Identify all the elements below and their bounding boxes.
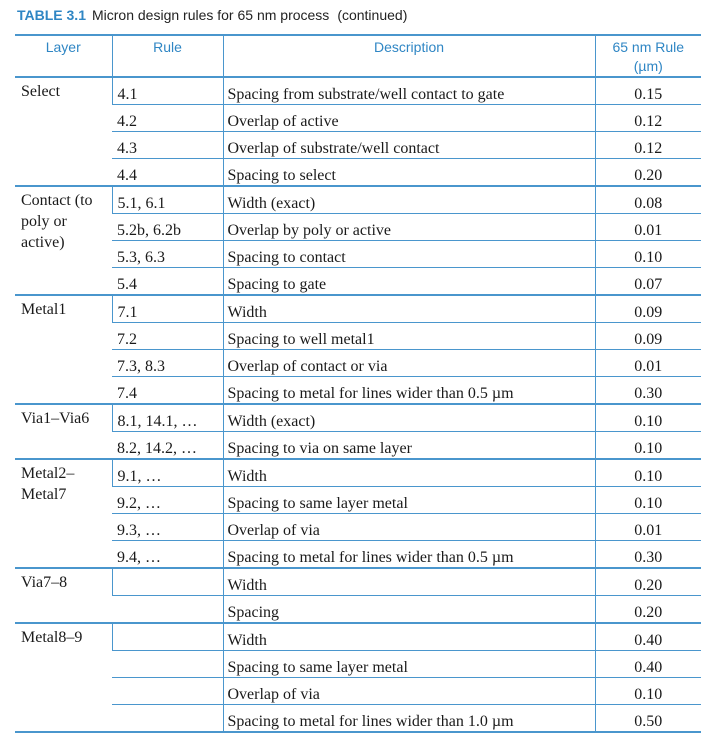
table-row <box>15 705 701 733</box>
value-cell: 0.20 <box>595 159 701 187</box>
rule-cell <box>112 623 223 651</box>
continued-label: (continued) <box>337 7 408 23</box>
description-cell: Spacing to select <box>223 159 595 187</box>
description-cell: Spacing to contact <box>223 241 595 268</box>
table-row <box>15 268 701 296</box>
rule-cell: 8.2, 14.2, … <box>112 432 223 460</box>
rule-cell: 7.1 <box>112 295 223 323</box>
description-cell: Spacing to via on same layer <box>223 432 595 460</box>
table-header <box>15 35 701 77</box>
table-row <box>15 350 701 377</box>
value-cell: 0.07 <box>595 268 701 296</box>
value-cell: 0.10 <box>595 432 701 460</box>
description-cell: Spacing to same layer metal <box>223 487 595 514</box>
value-cell: 0.08 <box>595 186 701 214</box>
table-row <box>15 541 701 569</box>
rule-cell: 9.2, … <box>112 487 223 514</box>
rule-cell: 7.4 <box>112 377 223 405</box>
rule-cell <box>112 678 223 705</box>
description-cell: Width (exact) <box>223 186 595 214</box>
description-cell: Overlap by poly or active <box>223 214 595 241</box>
table-row <box>15 77 701 105</box>
rule-cell: 4.3 <box>112 132 223 159</box>
table-row <box>15 623 701 651</box>
value-cell: 0.12 <box>595 132 701 159</box>
table-row <box>15 377 701 405</box>
table-caption <box>17 7 407 27</box>
rule-cell: 4.1 <box>112 77 223 105</box>
rule-cell: 9.1, … <box>112 459 223 487</box>
description-cell: Width <box>223 623 595 651</box>
value-cell: 0.10 <box>595 241 701 268</box>
value-cell: 0.30 <box>595 541 701 569</box>
rule-cell: 7.2 <box>112 323 223 350</box>
value-cell: 0.20 <box>595 568 701 596</box>
table-row <box>15 323 701 350</box>
value-cell: 0.20 <box>595 596 701 624</box>
rule-cell <box>112 705 223 733</box>
value-cell: 0.01 <box>595 514 701 541</box>
value-cell: 0.50 <box>595 705 701 733</box>
value-cell: 0.01 <box>595 214 701 241</box>
rule-cell: 8.1, 14.1, … <box>112 404 223 432</box>
description-cell: Spacing to metal for lines wider than 1.0 µm <box>223 705 595 733</box>
description-cell: Width <box>223 568 595 596</box>
table-row <box>15 568 701 596</box>
table-row <box>15 186 701 214</box>
layer-cell: Metal2– Metal7 <box>15 459 112 568</box>
table-row <box>15 295 701 323</box>
table-body <box>15 77 701 732</box>
header-row <box>15 35 701 77</box>
rule-cell: 5.4 <box>112 268 223 296</box>
rule-cell: 7.3, 8.3 <box>112 350 223 377</box>
value-cell: 0.09 <box>595 323 701 350</box>
table-row <box>15 241 701 268</box>
description-cell: Width (exact) <box>223 404 595 432</box>
header-description: Description <box>223 35 595 77</box>
rule-cell <box>112 596 223 624</box>
table-number: TABLE 3.1 <box>17 7 86 23</box>
description-cell: Spacing <box>223 596 595 624</box>
value-cell: 0.40 <box>595 651 701 678</box>
rule-cell: 5.1, 6.1 <box>112 186 223 214</box>
header-layer: Layer <box>15 35 112 77</box>
table-title: Micron design rules for 65 nm process <box>91 7 330 23</box>
header-value-line1: 65 nm Rule <box>612 39 685 55</box>
header-rule: Rule <box>112 35 223 77</box>
description-cell: Overlap of contact or via <box>223 350 595 377</box>
description-cell: Width <box>223 295 595 323</box>
table-row <box>15 159 701 187</box>
value-cell: 0.10 <box>595 487 701 514</box>
table-row <box>15 678 701 705</box>
description-cell: Spacing to metal for lines wider than 0.5 µm <box>223 541 595 569</box>
description-cell: Overlap of via <box>223 514 595 541</box>
description-cell: Spacing to well metal1 <box>223 323 595 350</box>
table-row <box>15 105 701 132</box>
table-row <box>15 459 701 487</box>
value-cell: 0.01 <box>595 350 701 377</box>
description-cell: Spacing to metal for lines wider than 0.5 µm <box>223 377 595 405</box>
description-cell: Spacing to gate <box>223 268 595 296</box>
value-cell: 0.10 <box>595 459 701 487</box>
description-cell: Spacing to same layer metal <box>223 651 595 678</box>
layer-cell: Contact (to poly or active) <box>15 186 112 295</box>
value-cell: 0.10 <box>595 404 701 432</box>
table-row <box>15 514 701 541</box>
layer-cell: Metal1 <box>15 295 112 404</box>
rule-cell: 9.4, … <box>112 541 223 569</box>
value-cell: 0.10 <box>595 678 701 705</box>
table-row <box>15 132 701 159</box>
layer-cell: Metal8–9 <box>15 623 112 732</box>
table-row <box>15 596 701 624</box>
description-cell: Overlap of substrate/well contact <box>223 132 595 159</box>
table-row <box>15 651 701 678</box>
table-row <box>15 214 701 241</box>
layer-cell: Via7–8 <box>15 568 112 623</box>
rule-cell: 4.4 <box>112 159 223 187</box>
description-cell: Overlap of via <box>223 678 595 705</box>
description-cell: Width <box>223 459 595 487</box>
layer-cell: Via1–Via6 <box>15 404 112 459</box>
rule-cell <box>112 651 223 678</box>
header-value <box>595 35 701 77</box>
value-cell: 0.09 <box>595 295 701 323</box>
table-row <box>15 487 701 514</box>
table-row <box>15 404 701 432</box>
design-rules-table <box>15 34 701 733</box>
rule-cell: 9.3, … <box>112 514 223 541</box>
value-cell: 0.12 <box>595 105 701 132</box>
table-row <box>15 432 701 460</box>
rule-cell: 5.2b, 6.2b <box>112 214 223 241</box>
description-cell: Spacing from substrate/well contact to gate <box>223 77 595 105</box>
header-value-line2: (µm) <box>633 58 663 74</box>
layer-cell: Select <box>15 77 112 186</box>
rule-cell <box>112 568 223 596</box>
rule-cell: 4.2 <box>112 105 223 132</box>
value-cell: 0.15 <box>595 77 701 105</box>
value-cell: 0.30 <box>595 377 701 405</box>
description-cell: Overlap of active <box>223 105 595 132</box>
value-cell: 0.40 <box>595 623 701 651</box>
rule-cell: 5.3, 6.3 <box>112 241 223 268</box>
